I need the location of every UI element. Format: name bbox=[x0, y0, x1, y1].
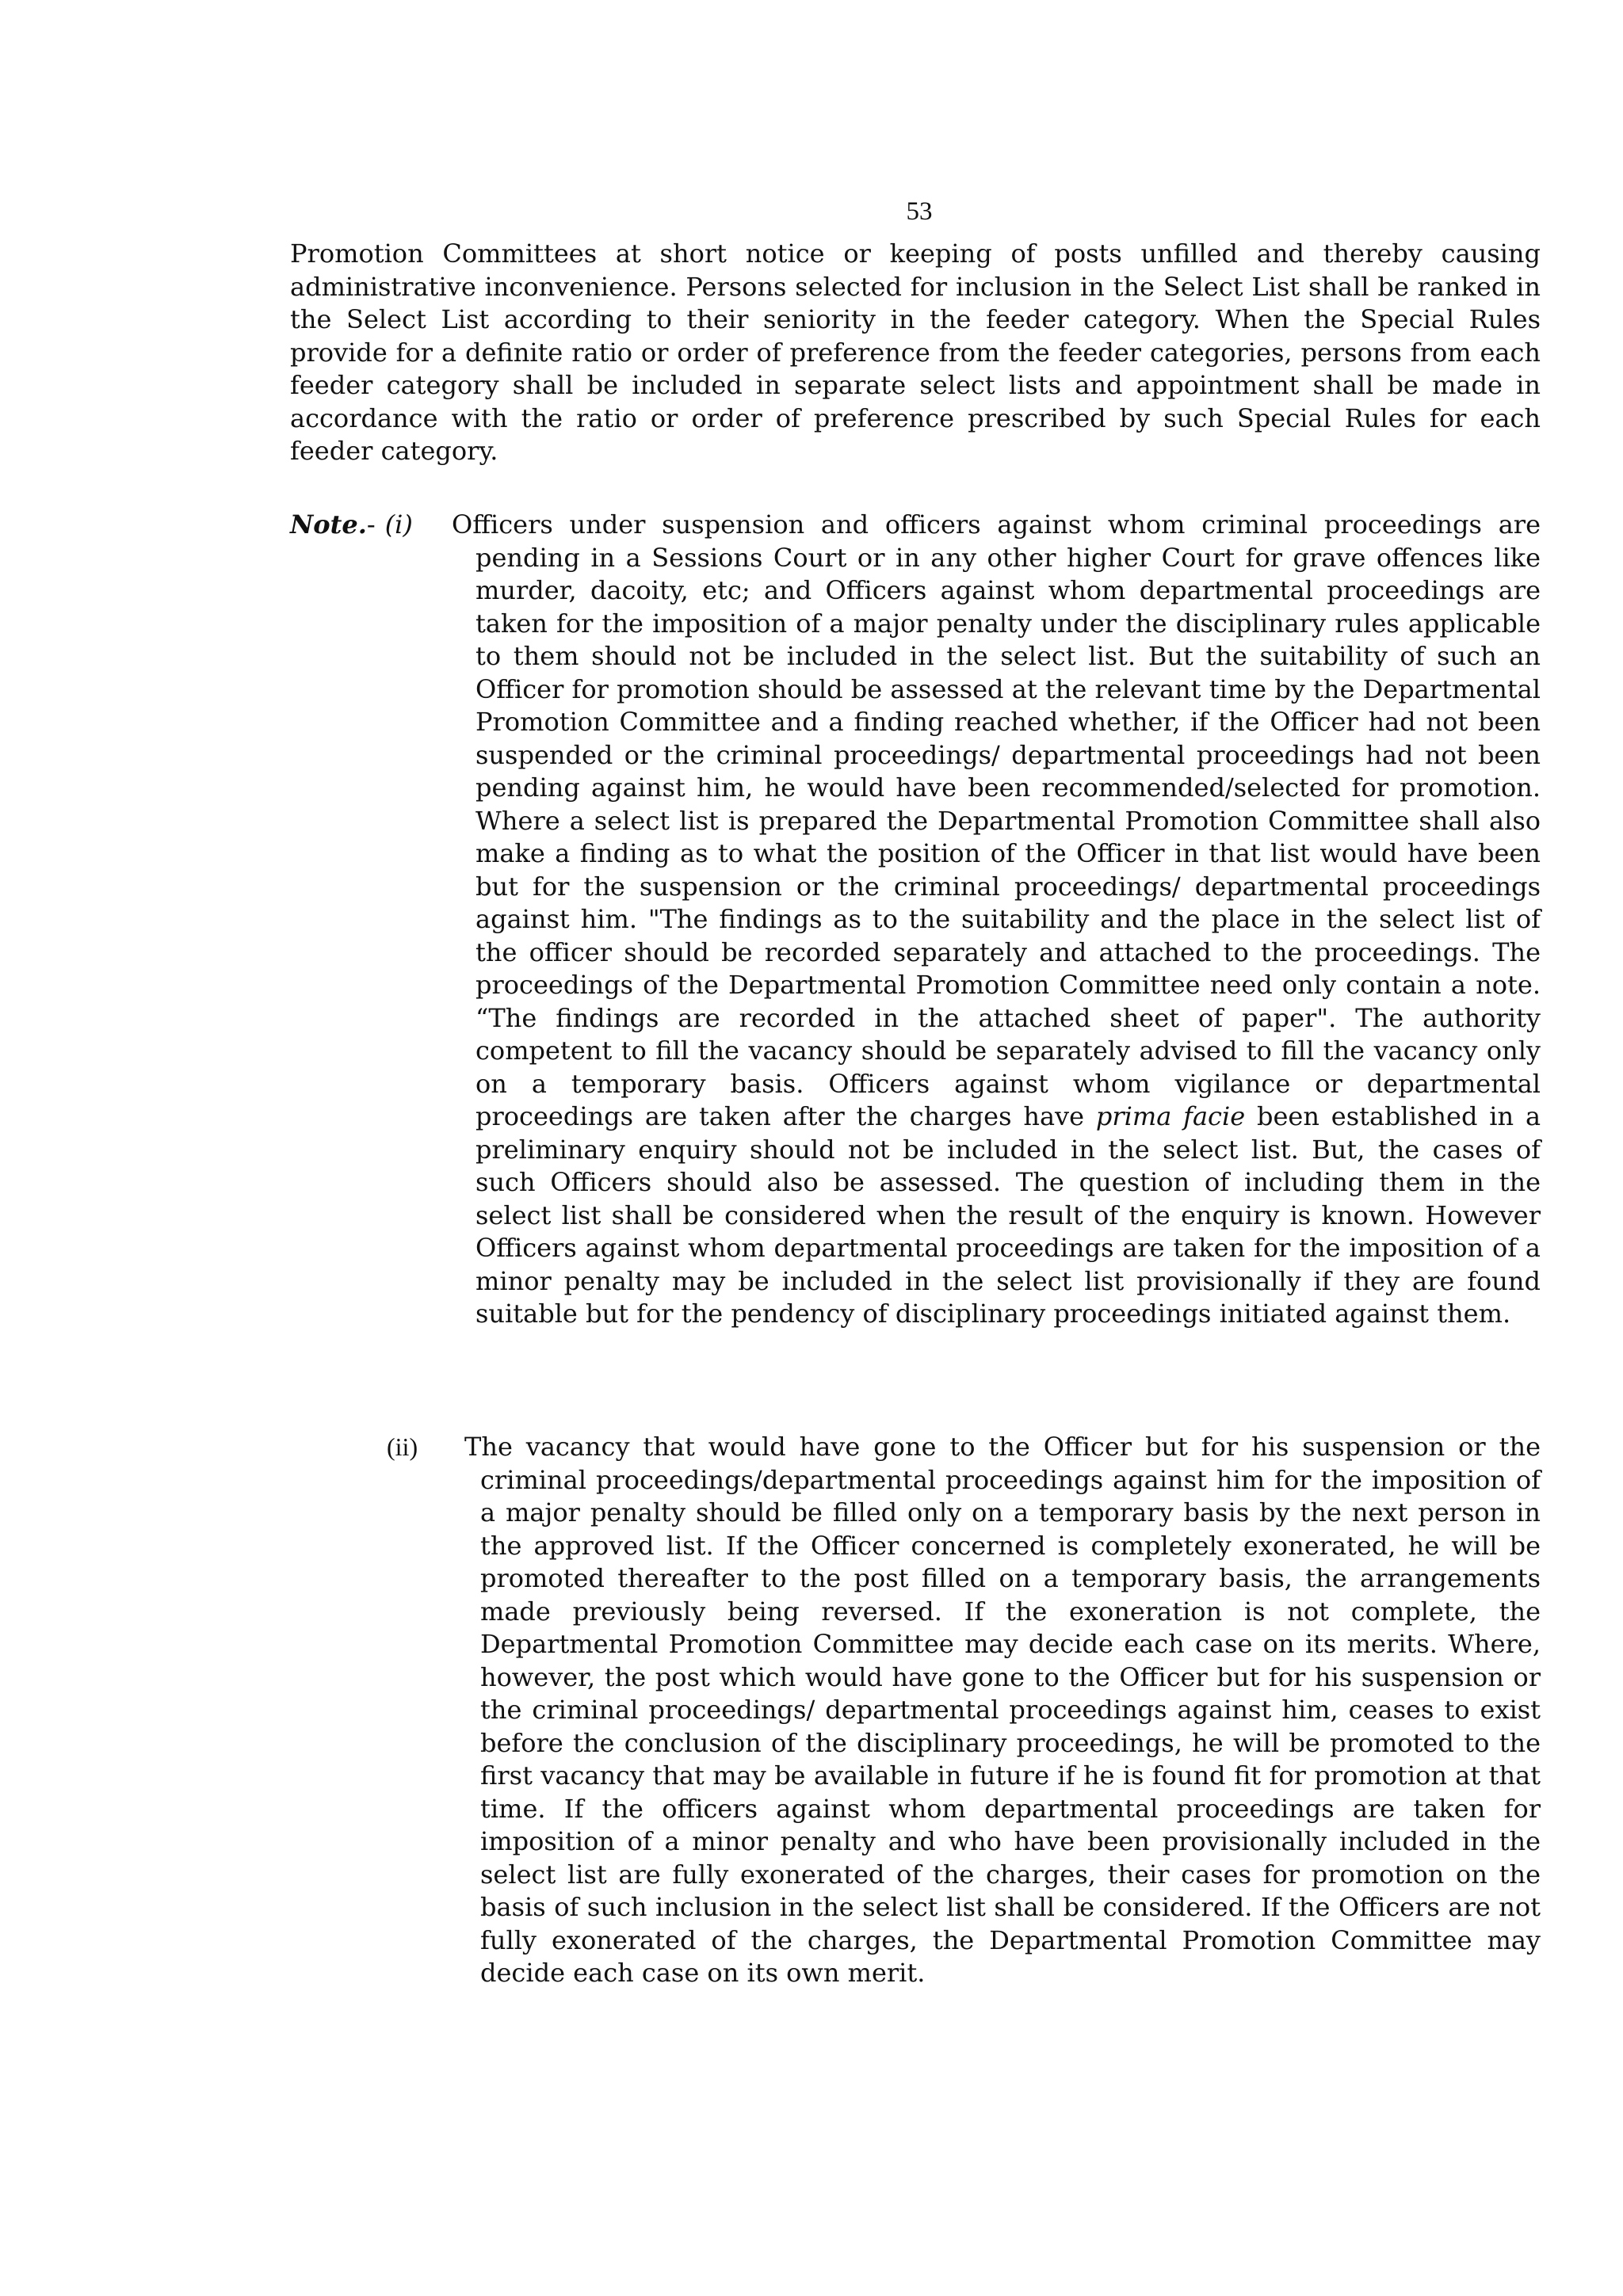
note-label: Note. bbox=[290, 509, 367, 540]
note-item-i-marker: (i) bbox=[384, 509, 413, 540]
note-item-i-italic-phrase: prima facie bbox=[1095, 1101, 1246, 1131]
note-item-i-text-part1: Officers under suspension and officers against whom criminal proceedings are pending in a Sessions Court or in any other higher Court for grave offences like murder, dacoity, etc; and Officers against whom departmental proceedings are taken for the imposition of a major penalty under the disciplinary rules applicable to them should not be included in the select list. But the suitability of such an Officer for promotion should be assessed at the relevant time by the Departmental Promotion Committee and a finding reached whether, if the Officer had not been suspended or the criminal proceedings/ departmental proceedings had not been pending against him, he would have been recommended/selected for promotion. Where a select list is prepared the Departmental Promotion Committee shall also make a finding as to what the position of the Officer in that list would have been but for the suspension or the criminal proceedings/ departmental proceedings against him. "The findings as to the suitability and the place in the select list of the officer should be recorded separately and attached to the proceedings. The proceedings of the Departmental Promotion Committee need only contain a note. “The findings are recorded in the attached sheet of paper". The authority competent to fill the vacancy should be separately advised to fill the vacancy only on a temporary basis. Officers against whom vigilance or departmental proceedings are taken after the charges have bbox=[452, 509, 1541, 1131]
note-heading bbox=[290, 509, 413, 542]
note-item-ii-text: The vacancy that would have gone to the Officer but for his suspension or the criminal proceedings/departmental proceedings against him for the imposition of a major penalty should be filled only on a temporary basis by the next person in the approved list. If the Officer concerned is completely exonerated, he will be promoted thereafter to the post filled on a temporary basis, the arrangements made previously being reversed. If the exoneration is not complete, the Departmental Promotion Committee may decide each case on its merits. Where, however, the post which would have gone to the Officer but for his suspension or the criminal proceedings/ departmental proceedings against him, ceases to exist before the conclusion of the disciplinary proceedings, he will be promoted to the first vacancy that may be available in future if he is found fit for promotion at that time. If the officers against whom departmental proceedings are taken for imposition of a minor penalty and who have been provisionally included in the select list are fully exonerated of the charges, their cases for promotion on the basis of such inclusion in the select list shall be considered. If the Officers are not fully exonerated of the charges, the Departmental Promotion Committee may decide each case on its own merit. bbox=[464, 1432, 1541, 1988]
note-separator: - bbox=[366, 509, 376, 540]
intro-paragraph: Promotion Committees at short notice or keeping of posts unfilled and thereby causing administrative inconvenience. Persons selected for inclusion in the Select List shall be ranked in the Select List according to their seniority in the feeder category. When the Special Rules provide for a definite ratio or order of preference from the feeder categories, persons from each feeder category shall be included in separate select lists and appointment shall be made in accordance with the ratio or order of preference prescribed by such Special Rules for each feeder category. bbox=[290, 238, 1541, 466]
note-item-i-text bbox=[452, 509, 1541, 1331]
page-number: 53 bbox=[906, 197, 933, 226]
note-item-i-text-part2: been established in a preliminary enquiry should not be included in the select list. But, the cases of such Officers should also be assessed. The question of including them in the select list shall be considered when the result of the enquiry is known. However Officers against whom departmental proceedings are taken for the imposition of a minor penalty may be included in the select list provisionally if they are found suitable but for the pendency of disciplinary proceedings initiated against them. bbox=[475, 1101, 1541, 1329]
note-item-ii-marker: (ii) bbox=[387, 1432, 418, 1461]
